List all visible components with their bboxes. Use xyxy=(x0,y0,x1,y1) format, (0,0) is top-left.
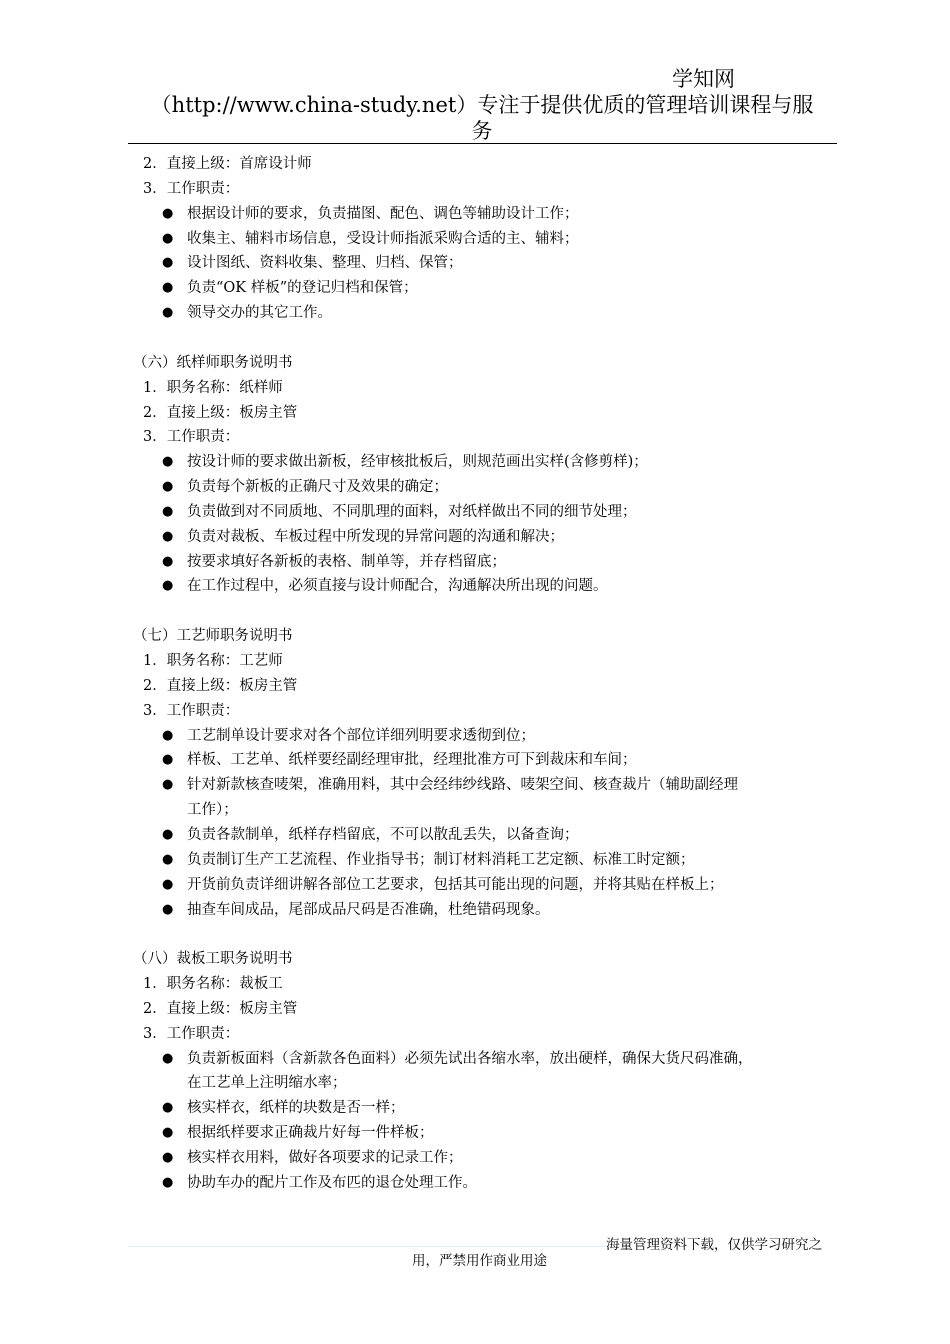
list-item: 在工作过程中，必须直接与设计师配合，沟通解决所出现的问题。 xyxy=(187,578,608,594)
bullet-icon: ● xyxy=(162,529,174,544)
bullet-icon: ● xyxy=(162,877,174,892)
numbered-item: 3．工作职责： xyxy=(143,703,240,719)
numbered-item: 2．直接上级：板房主管 xyxy=(143,405,298,421)
bullet-icon: ● xyxy=(162,504,174,519)
site-tagline-line1: （http://www.china-study.net）专注于提供优质的管理培训课程与服 xyxy=(150,93,814,117)
bullet-icon: ● xyxy=(162,1051,174,1066)
list-item: 收集主、辅料市场信息，受设计师指派采购合适的主、辅料； xyxy=(187,231,579,247)
bullet-icon: ● xyxy=(162,902,174,917)
site-name: 学知网 xyxy=(672,67,735,91)
bullet-icon: ● xyxy=(162,752,174,767)
header-divider xyxy=(128,143,837,144)
list-item: 负责对裁板、车板过程中所发现的异常问题的沟通和解决； xyxy=(187,529,564,545)
site-tagline xyxy=(126,92,838,144)
list-item: 设计图纸、资料收集、整理、归档、保管； xyxy=(187,255,463,271)
list-item: 针对新款核查唛架，准确用料，其中会经纬纱线路、唛架空间、核查裁片（辅助副经理 xyxy=(187,777,738,793)
bullet-icon: ● xyxy=(162,777,174,792)
footer-note-line1: 海量管理资料下载，仅供学习研究之 xyxy=(606,1237,822,1253)
bullet-icon: ● xyxy=(162,827,174,842)
numbered-item: 1．职务名称：工艺师 xyxy=(143,653,283,669)
bullet-icon: ● xyxy=(162,1175,174,1190)
list-item: 核实样衣用料，做好各项要求的记录工作； xyxy=(187,1150,463,1166)
list-item: 工艺制单设计要求对各个部位详细列明要求透彻到位； xyxy=(187,728,535,744)
list-item: 领导交办的其它工作。 xyxy=(187,305,332,321)
list-item: 协助车办的配片工作及布匹的退仓处理工作。 xyxy=(187,1175,477,1191)
list-item: 负责“OK 样板”的登记归档和保管； xyxy=(187,280,418,296)
list-item: 核实样衣，纸样的块数是否一样； xyxy=(187,1100,405,1116)
bullet-icon: ● xyxy=(162,1150,174,1165)
list-item: 样板、工艺单、纸样要经副经理审批，经理批准方可下到裁床和车间； xyxy=(187,752,637,768)
bullet-icon: ● xyxy=(162,231,174,246)
footer-note-line2: 用，严禁用作商业用途 xyxy=(412,1253,547,1269)
bullet-icon: ● xyxy=(162,454,174,469)
list-item: 负责做到对不同质地、不同肌理的面料，对纸样做出不同的细节处理； xyxy=(187,504,637,520)
bullet-icon: ● xyxy=(162,728,174,743)
bullet-icon: ● xyxy=(162,206,174,221)
list-item-continuation: 工作）； xyxy=(187,802,238,818)
numbered-item: 2．直接上级：首席设计师 xyxy=(143,156,312,172)
list-item: 开货前负责详细讲解各部位工艺要求，包括其可能出现的问题，并将其贴在样板上； xyxy=(187,877,724,893)
list-item: 根据设计师的要求，负责描图、配色、调色等辅助设计工作； xyxy=(187,206,579,222)
numbered-item: 1．职务名称：裁板工 xyxy=(143,976,283,992)
list-item: 根据纸样要求正确裁片好每一件样板； xyxy=(187,1125,434,1141)
bullet-icon: ● xyxy=(162,305,174,320)
list-item-continuation: 在工艺单上注明缩水率； xyxy=(187,1075,347,1091)
list-item: 按要求填好各新板的表格、制单等，并存档留底； xyxy=(187,554,506,570)
numbered-item: 3．工作职责： xyxy=(143,1026,240,1042)
bullet-icon: ● xyxy=(162,578,174,593)
numbered-item: 1．职务名称：纸样师 xyxy=(143,380,283,396)
numbered-item: 2．直接上级：板房主管 xyxy=(143,1001,298,1017)
bullet-icon: ● xyxy=(162,852,174,867)
section-heading: （六）纸样师职务说明书 xyxy=(133,355,293,371)
list-item: 负责制订生产工艺流程、作业指导书；制订材料消耗工艺定额、标准工时定额； xyxy=(187,852,695,868)
bullet-icon: ● xyxy=(162,554,174,569)
bullet-icon: ● xyxy=(162,280,174,295)
list-item: 负责每个新板的正确尺寸及效果的确定； xyxy=(187,479,448,495)
list-item: 按设计师的要求做出新板，经审核批板后，则规范画出实样(含修剪样)； xyxy=(187,454,648,470)
list-item: 负责新板面料（含新款各色面料）必须先试出各缩水率，放出硬样，确保大货尺码准确， xyxy=(187,1051,753,1067)
bullet-icon: ● xyxy=(162,1125,174,1140)
bullet-icon: ● xyxy=(162,1100,174,1115)
section-heading: （八）裁板工职务说明书 xyxy=(133,951,293,967)
bullet-icon: ● xyxy=(162,255,174,270)
numbered-item: 2．直接上级：板房主管 xyxy=(143,678,298,694)
numbered-item: 3．工作职责： xyxy=(143,181,240,197)
site-tagline-line2: 务 xyxy=(471,119,493,143)
section-heading: （七）工艺师职务说明书 xyxy=(133,628,293,644)
list-item: 抽查车间成品，尾部成品尺码是否准确，杜绝错码现象。 xyxy=(187,902,550,918)
list-item: 负责各款制单，纸样存档留底，不可以散乱丢失，以备查询； xyxy=(187,827,579,843)
bullet-icon: ● xyxy=(162,479,174,494)
numbered-item: 3．工作职责： xyxy=(143,429,240,445)
footer-divider xyxy=(128,1246,608,1247)
